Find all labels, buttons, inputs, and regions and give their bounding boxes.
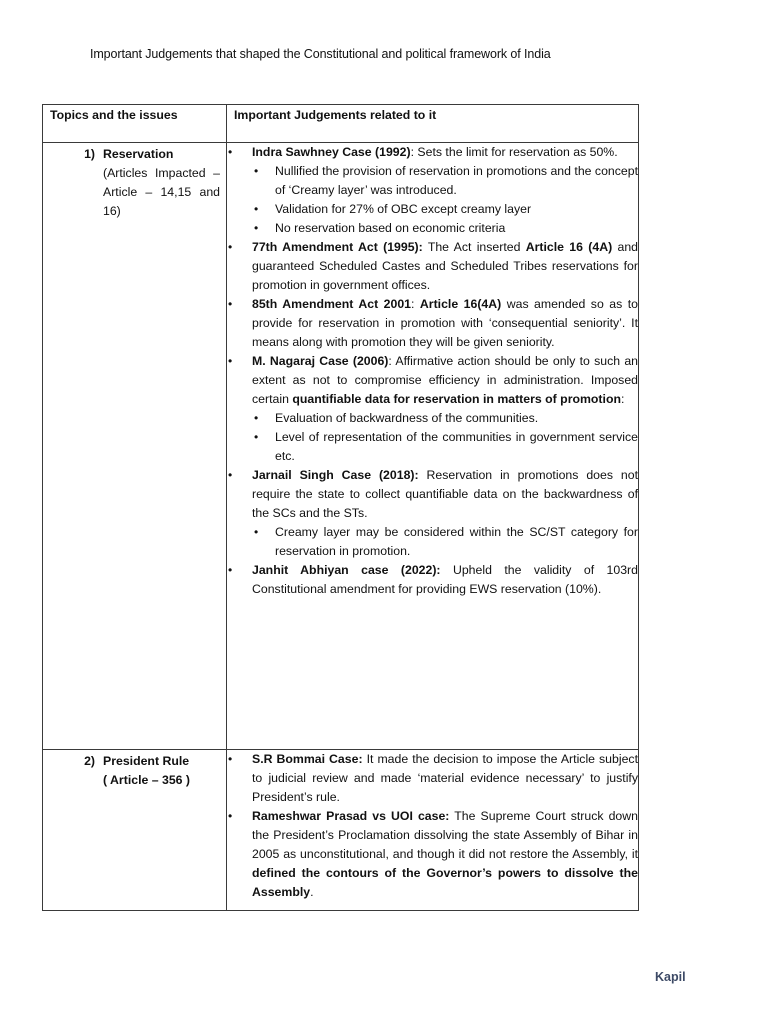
judgement-item: • Indra Sawhney Case (1992): Sets the limit for reservation as 50%. • Nullified the provision of reservation in promotions and the concept of ‘Creamy layer’ was introduced. • Validation for 27% of OBC except creamy layer • No reservation based on economic criteria bbox=[227, 143, 638, 238]
column-header-judgements: Important Judgements related to it bbox=[227, 105, 639, 143]
sub-list bbox=[252, 162, 638, 238]
judgements-cell bbox=[227, 750, 639, 911]
bullet-icon: • bbox=[228, 752, 233, 766]
judgement-item: • S.R Bommai Case: It made the decision to impose the Article subject to judicial review and made ‘material evidence necessary’ to justify President’s rule. bbox=[228, 752, 638, 804]
judgement-list bbox=[227, 750, 638, 902]
judgement-item: • Rameshwar Prasad vs UOI case: The Supreme Court struck down the President’s Proclamation dissolving the state Assembly of Bihar in 2005 as unconstitutional, and though it did not restore the Assembly, it defined the contours of the Governor’s powers to dissolve the Assembly. bbox=[228, 809, 638, 899]
topic-name: President Rule bbox=[103, 754, 190, 768]
bullet-icon: • bbox=[254, 164, 259, 178]
topic-description: (Articles Impacted – Article – 14,15 and 16) bbox=[103, 166, 220, 218]
table-header-row bbox=[43, 105, 639, 143]
bullet-icon: • bbox=[254, 221, 259, 235]
sub-item: • Level of representation of the communities in government service etc. bbox=[254, 430, 638, 463]
table-row bbox=[43, 143, 639, 750]
sub-list bbox=[252, 409, 638, 466]
bullet-icon: • bbox=[228, 468, 233, 482]
sub-item: • Validation for 27% of OBC except creamy layer bbox=[253, 200, 638, 219]
topic-cell bbox=[43, 143, 227, 750]
bullet-icon: • bbox=[254, 202, 259, 216]
author-footer: Kapil bbox=[655, 970, 686, 984]
judgement-item: • 85th Amendment Act 2001: Article 16(4A) was amended so as to provide for reservation in promotion with ‘consequential seniority’. It means along with promotion they will be given seniority. bbox=[228, 297, 638, 349]
judgement-item: • M. Nagaraj Case (2006): Affirmative action should be only to such an extent as not to compromise efficiency in administration. Imposed certain quantifiable data for reservation in matters of promotion: • Evaluation of backwardness of the communities. • Level of representation of the communities in government service etc. bbox=[227, 352, 638, 466]
column-header-topics: Topics and the issues bbox=[43, 105, 227, 143]
bullet-icon: • bbox=[228, 809, 233, 823]
sub-item: • Evaluation of backwardness of the communities. bbox=[253, 409, 638, 428]
topic-number: 2) bbox=[84, 754, 95, 768]
judgement-list bbox=[227, 143, 638, 599]
judgement-item: • Janhit Abhiyan case (2022): Upheld the validity of 103rd Constitutional amendment for providing EWS reservation (10%). bbox=[228, 563, 638, 596]
bullet-icon: • bbox=[228, 240, 233, 254]
bullet-icon: • bbox=[254, 411, 259, 425]
document-title: Important Judgements that shaped the Constitutional and political framework of India bbox=[90, 47, 551, 61]
judgements-table bbox=[42, 104, 639, 911]
judgements-cell bbox=[227, 143, 639, 750]
bullet-icon: • bbox=[228, 563, 233, 577]
table-row bbox=[43, 750, 639, 911]
bullet-icon: • bbox=[254, 525, 259, 539]
bullet-icon: • bbox=[228, 145, 233, 159]
judgement-item: • 77th Amendment Act (1995): The Act inserted Article 16 (4A) and guaranteed Scheduled Castes and Scheduled Tribes reservations for promotion in government offices. bbox=[228, 240, 638, 292]
sub-list bbox=[252, 523, 638, 561]
sub-item: • Creamy layer may be considered within the SC/ST category for reservation in promotion. bbox=[254, 525, 638, 558]
sub-item: • No reservation based on economic criteria bbox=[253, 219, 638, 238]
judgement-item: • Jarnail Singh Case (2018): Reservation in promotions does not require the state to collect quantifiable data on the backwardness of the SCs and the STs. • Creamy layer may be considered within the SC/ST category for reservation in promotion. bbox=[227, 466, 638, 561]
topic-name: Reservation bbox=[103, 147, 174, 161]
sub-item: • Nullified the provision of reservation in promotions and the concept of ‘Creamy layer’ was introduced. bbox=[254, 164, 638, 197]
topic-cell bbox=[43, 750, 227, 911]
bullet-icon: • bbox=[254, 430, 259, 444]
topic-description: ( Article – 356 ) bbox=[103, 773, 191, 787]
bullet-icon: • bbox=[228, 354, 233, 368]
topic-number: 1) bbox=[84, 147, 95, 161]
bullet-icon: • bbox=[228, 297, 233, 311]
